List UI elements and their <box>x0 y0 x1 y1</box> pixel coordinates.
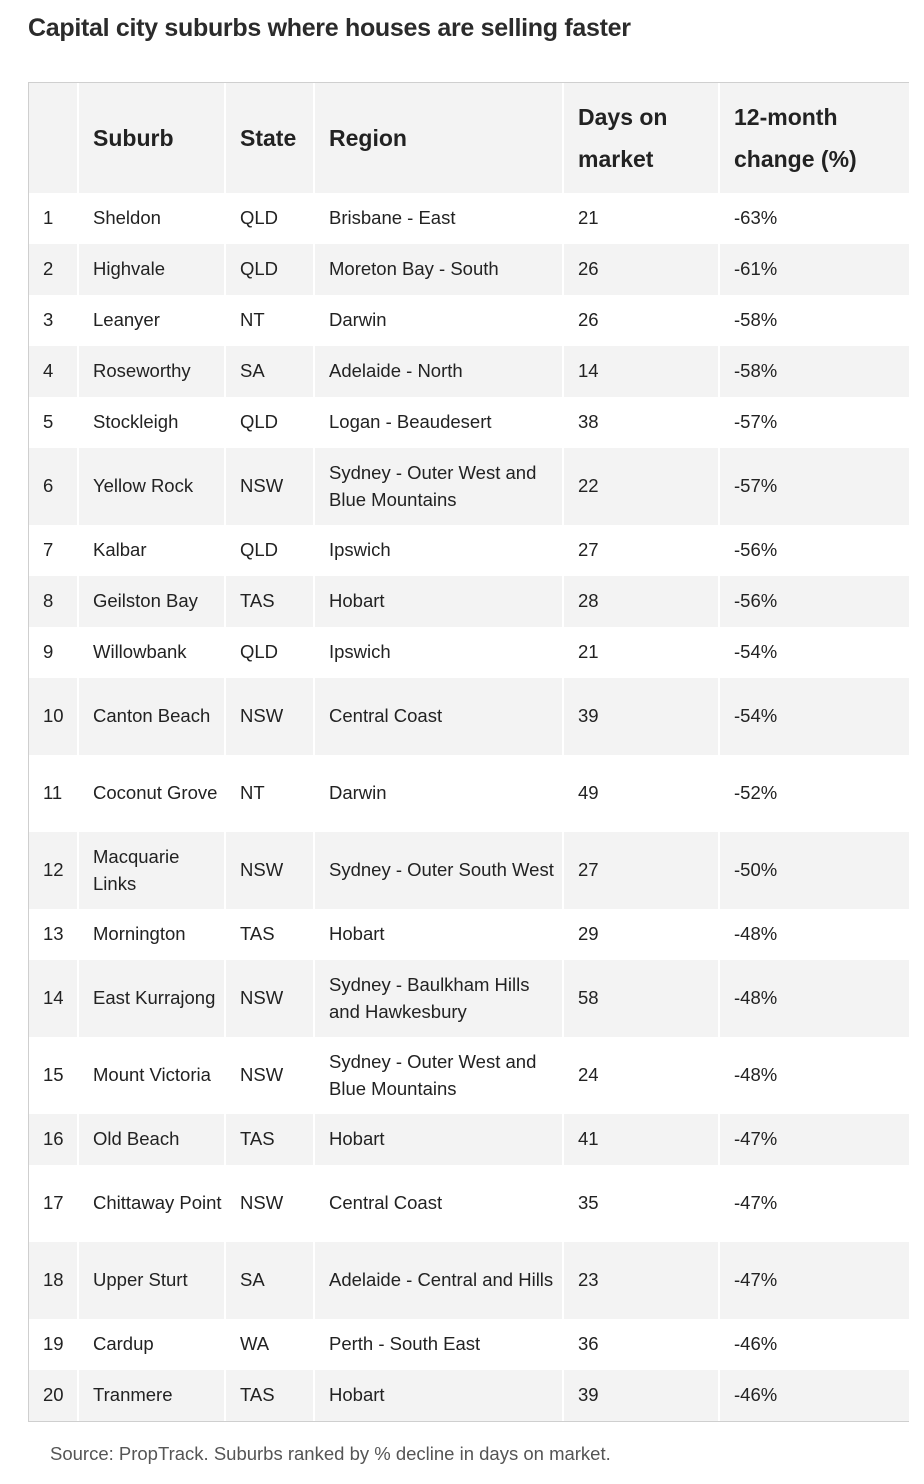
cell-12-month-change: -56% <box>719 576 909 627</box>
cell-rank: 9 <box>43 641 54 663</box>
cell-suburb: Coconut Grove <box>78 755 225 832</box>
cell-region: Central Coast <box>314 678 563 755</box>
cell-state: NT <box>225 295 314 346</box>
cell-12-month-change: -52% <box>719 755 909 832</box>
source-note: Source: PropTrack. Suburbs ranked by % decline in days on market. <box>50 1443 611 1464</box>
table-row <box>29 1370 909 1421</box>
cell-suburb: Mornington <box>78 909 225 960</box>
table-header-row <box>29 83 909 193</box>
cell-state: NT <box>225 755 314 832</box>
cell-rank: 8 <box>43 590 54 612</box>
cell-rank: 20 <box>43 1384 64 1406</box>
cell-region: Sydney - Outer West and Blue Mountains <box>314 448 563 525</box>
table-row <box>29 295 909 346</box>
cell-days-on-market: 24 <box>563 1037 719 1114</box>
cell-suburb: Old Beach <box>78 1114 225 1165</box>
cell-days-on-market: 21 <box>563 193 719 244</box>
cell-rank: 18 <box>43 1269 64 1291</box>
table-row <box>29 193 909 244</box>
cell-region: Hobart <box>314 576 563 627</box>
cell-region: Central Coast <box>314 1165 563 1242</box>
cell-region: Adelaide - North <box>314 346 563 397</box>
cell-state: TAS <box>225 1114 314 1165</box>
cell-suburb: Highvale <box>78 244 225 295</box>
header-12-month-change: 12-month change (%) <box>719 83 909 193</box>
table-row <box>29 755 909 832</box>
cell-days-on-market: 23 <box>563 1242 719 1319</box>
cell-12-month-change: -48% <box>719 960 909 1037</box>
cell-suburb: Roseworthy <box>78 346 225 397</box>
cell-state: NSW <box>225 678 314 755</box>
cell-suburb: Leanyer <box>78 295 225 346</box>
cell-suburb: Mount Victoria <box>78 1037 225 1114</box>
table-row <box>29 525 909 576</box>
cell-days-on-market: 36 <box>563 1319 719 1370</box>
cell-days-on-market: 21 <box>563 627 719 678</box>
cell-region: Hobart <box>314 909 563 960</box>
cell-suburb: Cardup <box>78 1319 225 1370</box>
cell-12-month-change: -46% <box>719 1370 909 1421</box>
table-row <box>29 1114 909 1165</box>
cell-12-month-change: -63% <box>719 193 909 244</box>
cell-days-on-market: 39 <box>563 1370 719 1421</box>
cell-state: QLD <box>225 627 314 678</box>
cell-rank: 7 <box>43 539 54 561</box>
cell-12-month-change: -56% <box>719 525 909 576</box>
cell-suburb: Upper Sturt <box>78 1242 225 1319</box>
page-title: Capital city suburbs where houses are selling faster <box>28 14 631 42</box>
cell-rank: 2 <box>43 258 54 280</box>
cell-suburb: Chittaway Point <box>78 1165 225 1242</box>
table-row <box>29 244 909 295</box>
table-row <box>29 448 909 525</box>
cell-days-on-market: 26 <box>563 295 719 346</box>
cell-days-on-market: 58 <box>563 960 719 1037</box>
cell-days-on-market: 41 <box>563 1114 719 1165</box>
cell-rank: 13 <box>43 923 64 945</box>
cell-rank: 1 <box>43 207 54 229</box>
cell-12-month-change: -48% <box>719 1037 909 1114</box>
cell-days-on-market: 27 <box>563 525 719 576</box>
cell-12-month-change: -57% <box>719 397 909 448</box>
cell-12-month-change: -47% <box>719 1242 909 1319</box>
cell-state: NSW <box>225 960 314 1037</box>
cell-days-on-market: 22 <box>563 448 719 525</box>
header-days-on-market: Days on market <box>563 83 719 193</box>
cell-region: Adelaide - Central and Hills <box>314 1242 563 1319</box>
cell-days-on-market: 27 <box>563 832 719 909</box>
cell-12-month-change: -54% <box>719 678 909 755</box>
cell-region: Hobart <box>314 1370 563 1421</box>
table-row <box>29 627 909 678</box>
cell-days-on-market: 14 <box>563 346 719 397</box>
cell-state: SA <box>225 346 314 397</box>
cell-region: Sydney - Outer South West <box>314 832 563 909</box>
cell-rank: 19 <box>43 1333 64 1355</box>
cell-rank: 15 <box>43 1064 64 1086</box>
cell-state: SA <box>225 1242 314 1319</box>
table-row <box>29 397 909 448</box>
cell-rank: 11 <box>43 782 63 804</box>
table-row <box>29 1037 909 1114</box>
cell-12-month-change: -61% <box>719 244 909 295</box>
cell-suburb: Yellow Rock <box>78 448 225 525</box>
cell-12-month-change: -48% <box>719 909 909 960</box>
cell-12-month-change: -47% <box>719 1114 909 1165</box>
cell-region: Perth - South East <box>314 1319 563 1370</box>
cell-rank: 12 <box>43 859 64 881</box>
table-row <box>29 1319 909 1370</box>
table-row <box>29 576 909 627</box>
table-row <box>29 1242 909 1319</box>
cell-region: Ipswich <box>314 525 563 576</box>
cell-rank: 3 <box>43 309 54 331</box>
header-state: State <box>225 83 314 193</box>
cell-state: WA <box>225 1319 314 1370</box>
cell-state: TAS <box>225 576 314 627</box>
cell-state: TAS <box>225 909 314 960</box>
cell-suburb: Tranmere <box>78 1370 225 1421</box>
cell-12-month-change: -58% <box>719 346 909 397</box>
table-row <box>29 909 909 960</box>
cell-days-on-market: 38 <box>563 397 719 448</box>
cell-days-on-market: 29 <box>563 909 719 960</box>
cell-12-month-change: -54% <box>719 627 909 678</box>
cell-rank: 4 <box>43 360 54 382</box>
table-row <box>29 960 909 1037</box>
cell-rank: 16 <box>43 1128 64 1150</box>
table-row <box>29 1165 909 1242</box>
cell-rank: 10 <box>43 705 64 727</box>
cell-rank: 17 <box>43 1192 64 1214</box>
cell-12-month-change: -58% <box>719 295 909 346</box>
cell-region: Darwin <box>314 295 563 346</box>
cell-state: NSW <box>225 1037 314 1114</box>
cell-suburb: Geilston Bay <box>78 576 225 627</box>
cell-region: Hobart <box>314 1114 563 1165</box>
cell-days-on-market: 39 <box>563 678 719 755</box>
cell-region: Logan - Beaudesert <box>314 397 563 448</box>
cell-rank: 14 <box>43 987 64 1009</box>
cell-days-on-market: 35 <box>563 1165 719 1242</box>
cell-suburb: Sheldon <box>78 193 225 244</box>
cell-rank: 5 <box>43 411 54 433</box>
cell-state: NSW <box>225 448 314 525</box>
cell-12-month-change: -47% <box>719 1165 909 1242</box>
cell-days-on-market: 49 <box>563 755 719 832</box>
cell-region: Moreton Bay - South <box>314 244 563 295</box>
cell-days-on-market: 26 <box>563 244 719 295</box>
cell-state: QLD <box>225 397 314 448</box>
cell-rank: 6 <box>43 475 54 497</box>
cell-state: QLD <box>225 193 314 244</box>
data-table-container <box>28 82 909 1422</box>
suburbs-table <box>29 83 909 1421</box>
cell-days-on-market: 28 <box>563 576 719 627</box>
cell-suburb: Macquarie Links <box>78 832 225 909</box>
cell-state: QLD <box>225 525 314 576</box>
cell-suburb: Canton Beach <box>78 678 225 755</box>
cell-region: Sydney - Outer West and Blue Mountains <box>314 1037 563 1114</box>
header-rank <box>29 83 78 193</box>
cell-12-month-change: -50% <box>719 832 909 909</box>
cell-suburb: Stockleigh <box>78 397 225 448</box>
cell-region: Sydney - Baulkham Hills and Hawkesbury <box>314 960 563 1037</box>
header-suburb: Suburb <box>78 83 225 193</box>
cell-state: NSW <box>225 1165 314 1242</box>
cell-state: QLD <box>225 244 314 295</box>
table-row <box>29 678 909 755</box>
cell-state: NSW <box>225 832 314 909</box>
cell-region: Ipswich <box>314 627 563 678</box>
cell-suburb: Willowbank <box>78 627 225 678</box>
cell-state: TAS <box>225 1370 314 1421</box>
table-row <box>29 346 909 397</box>
table-row <box>29 832 909 909</box>
cell-12-month-change: -57% <box>719 448 909 525</box>
cell-region: Darwin <box>314 755 563 832</box>
cell-12-month-change: -46% <box>719 1319 909 1370</box>
header-region: Region <box>314 83 563 193</box>
cell-region: Brisbane - East <box>314 193 563 244</box>
cell-suburb: Kalbar <box>78 525 225 576</box>
cell-suburb: East Kurrajong <box>78 960 225 1037</box>
